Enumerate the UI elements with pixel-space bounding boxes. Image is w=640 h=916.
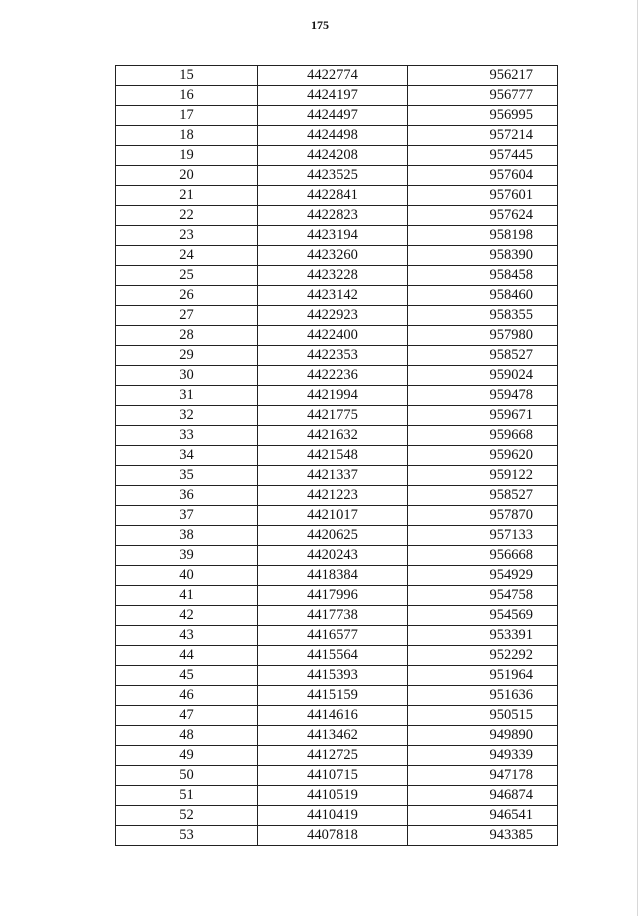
y-coordinate-cell: 958527 <box>408 486 558 506</box>
point-number-cell: 22 <box>116 206 258 226</box>
y-coordinate-cell: 956668 <box>408 546 558 566</box>
x-coordinate-cell: 4417738 <box>258 606 408 626</box>
point-number-cell: 15 <box>116 66 258 86</box>
table-row <box>116 306 558 326</box>
point-number-cell: 24 <box>116 246 258 266</box>
point-number-cell: 30 <box>116 366 258 386</box>
point-number-cell: 48 <box>116 726 258 746</box>
x-coordinate-cell: 4416577 <box>258 626 408 646</box>
table-row <box>116 706 558 726</box>
y-coordinate-cell: 950515 <box>408 706 558 726</box>
table-row <box>116 506 558 526</box>
y-coordinate-cell: 951964 <box>408 666 558 686</box>
y-coordinate-cell: 957604 <box>408 166 558 186</box>
table-row <box>116 146 558 166</box>
point-number-cell: 41 <box>116 586 258 606</box>
y-coordinate-cell: 952292 <box>408 646 558 666</box>
table-row <box>116 166 558 186</box>
point-number-cell: 35 <box>116 466 258 486</box>
y-coordinate-cell: 958198 <box>408 226 558 246</box>
table-row <box>116 426 558 446</box>
y-coordinate-cell: 949890 <box>408 726 558 746</box>
point-number-cell: 26 <box>116 286 258 306</box>
x-coordinate-cell: 4415159 <box>258 686 408 706</box>
y-coordinate-cell: 956217 <box>408 66 558 86</box>
table-row <box>116 786 558 806</box>
y-coordinate-cell: 959024 <box>408 366 558 386</box>
x-coordinate-cell: 4421548 <box>258 446 408 466</box>
x-coordinate-cell: 4424208 <box>258 146 408 166</box>
y-coordinate-cell: 959668 <box>408 426 558 446</box>
point-number-cell: 44 <box>116 646 258 666</box>
page-edge-line <box>637 0 638 916</box>
y-coordinate-cell: 957624 <box>408 206 558 226</box>
point-number-cell: 29 <box>116 346 258 366</box>
point-number-cell: 31 <box>116 386 258 406</box>
y-coordinate-cell: 951636 <box>408 686 558 706</box>
table-row <box>116 586 558 606</box>
table-row <box>116 346 558 366</box>
table-row <box>116 766 558 786</box>
y-coordinate-cell: 956995 <box>408 106 558 126</box>
table-row <box>116 466 558 486</box>
table-row <box>116 286 558 306</box>
table-row <box>116 646 558 666</box>
point-number-cell: 21 <box>116 186 258 206</box>
y-coordinate-cell: 958390 <box>408 246 558 266</box>
y-coordinate-cell: 943385 <box>408 826 558 846</box>
table-row <box>116 726 558 746</box>
table-row <box>116 246 558 266</box>
point-number-cell: 42 <box>116 606 258 626</box>
table-row <box>116 446 558 466</box>
x-coordinate-cell: 4413462 <box>258 726 408 746</box>
x-coordinate-cell: 4410419 <box>258 806 408 826</box>
x-coordinate-cell: 4420625 <box>258 526 408 546</box>
y-coordinate-cell: 946874 <box>408 786 558 806</box>
x-coordinate-cell: 4424197 <box>258 86 408 106</box>
x-coordinate-cell: 4415393 <box>258 666 408 686</box>
point-number-cell: 17 <box>116 106 258 126</box>
table-row <box>116 366 558 386</box>
y-coordinate-cell: 957133 <box>408 526 558 546</box>
point-number-cell: 51 <box>116 786 258 806</box>
point-number-cell: 20 <box>116 166 258 186</box>
y-coordinate-cell: 959478 <box>408 386 558 406</box>
x-coordinate-cell: 4421775 <box>258 406 408 426</box>
table-row <box>116 526 558 546</box>
y-coordinate-cell: 958527 <box>408 346 558 366</box>
table-row <box>116 746 558 766</box>
point-number-cell: 27 <box>116 306 258 326</box>
y-coordinate-cell: 957870 <box>408 506 558 526</box>
x-coordinate-cell: 4410715 <box>258 766 408 786</box>
table-row <box>116 86 558 106</box>
point-number-cell: 18 <box>116 126 258 146</box>
x-coordinate-cell: 4421994 <box>258 386 408 406</box>
x-coordinate-cell: 4422400 <box>258 326 408 346</box>
x-coordinate-cell: 4424497 <box>258 106 408 126</box>
y-coordinate-cell: 946541 <box>408 806 558 826</box>
x-coordinate-cell: 4422353 <box>258 346 408 366</box>
table-row <box>116 266 558 286</box>
point-number-cell: 43 <box>116 626 258 646</box>
point-number-cell: 37 <box>116 506 258 526</box>
x-coordinate-cell: 4422236 <box>258 366 408 386</box>
coordinates-table <box>115 65 558 846</box>
y-coordinate-cell: 957445 <box>408 146 558 166</box>
y-coordinate-cell: 954569 <box>408 606 558 626</box>
y-coordinate-cell: 954758 <box>408 586 558 606</box>
table-row <box>116 666 558 686</box>
table-row <box>116 106 558 126</box>
point-number-cell: 45 <box>116 666 258 686</box>
x-coordinate-cell: 4412725 <box>258 746 408 766</box>
x-coordinate-cell: 4423260 <box>258 246 408 266</box>
point-number-cell: 16 <box>116 86 258 106</box>
x-coordinate-cell: 4417996 <box>258 586 408 606</box>
table-row <box>116 826 558 846</box>
x-coordinate-cell: 4418384 <box>258 566 408 586</box>
table-row <box>116 606 558 626</box>
table-row <box>116 566 558 586</box>
x-coordinate-cell: 4414616 <box>258 706 408 726</box>
point-number-cell: 23 <box>116 226 258 246</box>
y-coordinate-cell: 956777 <box>408 86 558 106</box>
y-coordinate-cell: 957980 <box>408 326 558 346</box>
table-row <box>116 206 558 226</box>
table-row <box>116 66 558 86</box>
x-coordinate-cell: 4422923 <box>258 306 408 326</box>
x-coordinate-cell: 4421632 <box>258 426 408 446</box>
table-row <box>116 486 558 506</box>
y-coordinate-cell: 958458 <box>408 266 558 286</box>
table-body <box>116 66 558 846</box>
point-number-cell: 25 <box>116 266 258 286</box>
x-coordinate-cell: 4424498 <box>258 126 408 146</box>
x-coordinate-cell: 4421337 <box>258 466 408 486</box>
point-number-cell: 53 <box>116 826 258 846</box>
y-coordinate-cell: 949339 <box>408 746 558 766</box>
x-coordinate-cell: 4423525 <box>258 166 408 186</box>
table-row <box>116 686 558 706</box>
y-coordinate-cell: 954929 <box>408 566 558 586</box>
point-number-cell: 34 <box>116 446 258 466</box>
table-row <box>116 326 558 346</box>
page-number: 175 <box>311 18 329 32</box>
x-coordinate-cell: 4423228 <box>258 266 408 286</box>
x-coordinate-cell: 4410519 <box>258 786 408 806</box>
x-coordinate-cell: 4407818 <box>258 826 408 846</box>
point-number-cell: 19 <box>116 146 258 166</box>
y-coordinate-cell: 959620 <box>408 446 558 466</box>
point-number-cell: 49 <box>116 746 258 766</box>
x-coordinate-cell: 4420243 <box>258 546 408 566</box>
y-coordinate-cell: 958355 <box>408 306 558 326</box>
y-coordinate-cell: 957214 <box>408 126 558 146</box>
x-coordinate-cell: 4415564 <box>258 646 408 666</box>
y-coordinate-cell: 959671 <box>408 406 558 426</box>
y-coordinate-cell: 953391 <box>408 626 558 646</box>
point-number-cell: 47 <box>116 706 258 726</box>
y-coordinate-cell: 957601 <box>408 186 558 206</box>
x-coordinate-cell: 4421017 <box>258 506 408 526</box>
point-number-cell: 52 <box>116 806 258 826</box>
point-number-cell: 46 <box>116 686 258 706</box>
table-row <box>116 626 558 646</box>
x-coordinate-cell: 4422774 <box>258 66 408 86</box>
table-row <box>116 386 558 406</box>
table-row <box>116 406 558 426</box>
table-row <box>116 126 558 146</box>
point-number-cell: 38 <box>116 526 258 546</box>
x-coordinate-cell: 4423194 <box>258 226 408 246</box>
x-coordinate-cell: 4423142 <box>258 286 408 306</box>
y-coordinate-cell: 959122 <box>408 466 558 486</box>
point-number-cell: 28 <box>116 326 258 346</box>
table-row <box>116 186 558 206</box>
y-coordinate-cell: 958460 <box>408 286 558 306</box>
point-number-cell: 32 <box>116 406 258 426</box>
point-number-cell: 39 <box>116 546 258 566</box>
table-row <box>116 226 558 246</box>
point-number-cell: 40 <box>116 566 258 586</box>
x-coordinate-cell: 4422823 <box>258 206 408 226</box>
x-coordinate-cell: 4422841 <box>258 186 408 206</box>
x-coordinate-cell: 4421223 <box>258 486 408 506</box>
point-number-cell: 50 <box>116 766 258 786</box>
table-row <box>116 546 558 566</box>
point-number-cell: 36 <box>116 486 258 506</box>
point-number-cell: 33 <box>116 426 258 446</box>
table-row <box>116 806 558 826</box>
y-coordinate-cell: 947178 <box>408 766 558 786</box>
